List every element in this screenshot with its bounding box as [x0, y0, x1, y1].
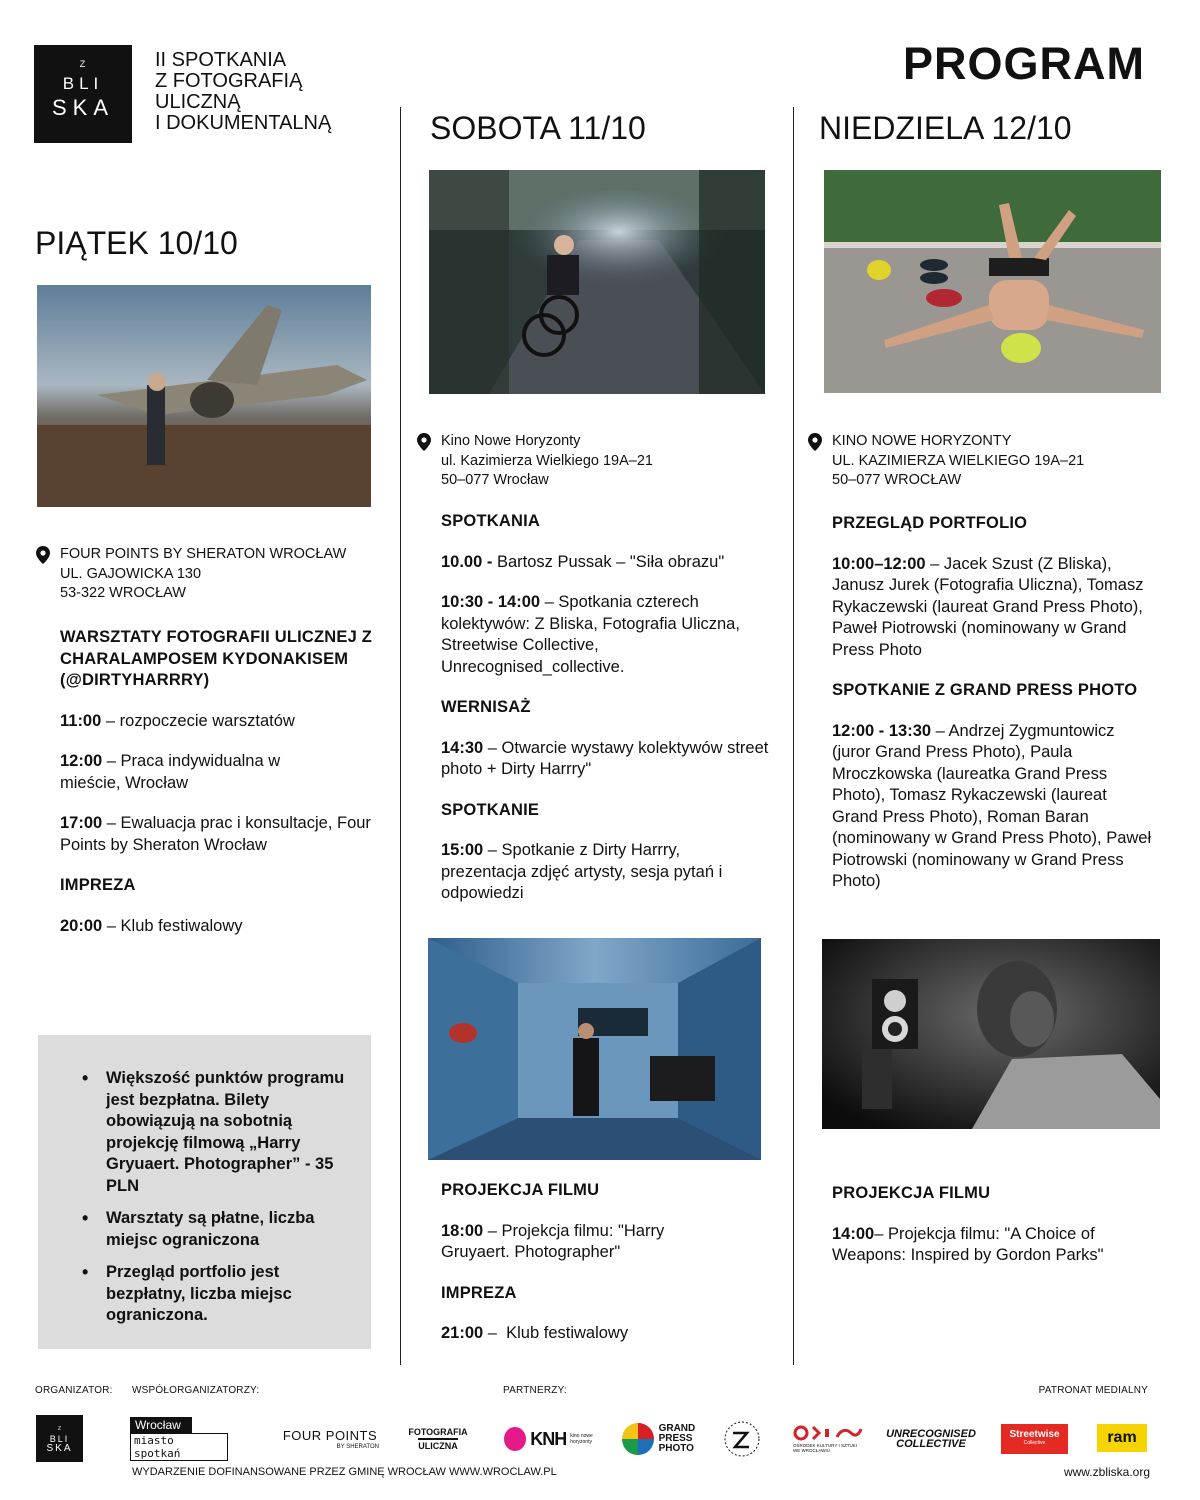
saturday-meetings-title: SPOTKANIA — [441, 512, 540, 530]
schedule-entry — [832, 721, 1157, 893]
logo-line-2: SKA — [46, 1442, 73, 1454]
schedule-entry — [832, 554, 1157, 662]
friday-party-title: IMPREZA — [60, 876, 136, 894]
knh-main: KNH — [530, 1428, 567, 1449]
knh-sub: kino nowe horyzonty — [570, 1433, 593, 1445]
saturday-photo-bike — [429, 170, 765, 394]
sunday-heading: NIEDZIELA 12/10 — [819, 110, 1072, 146]
location-pin-icon — [36, 546, 50, 564]
sunday-location-line: UL. KAZIMIERZA WIELKIEGO 19A–21 — [832, 452, 1085, 469]
funding-note: WYDARZENIE DOFINANSOWANE PRZEZ GMINĘ WROCŁAW WWW.WROCLAW.PL — [132, 1466, 557, 1478]
friday-heading: PIĄTEK 10/10 — [35, 225, 238, 261]
gpp-circle-icon — [622, 1423, 654, 1455]
knh-logo — [504, 1418, 600, 1460]
logo-small-letter: Z — [57, 1425, 62, 1432]
schedule-entry — [60, 916, 375, 938]
friday-workshop-title: WARSZTATY FOTOGRAFII ULICZNEJ Z CHARALAMPOSEM KYDONAKISEM (@DIRTYHARRRY) — [60, 628, 373, 689]
entry-time: 14:00 — [832, 1224, 875, 1243]
schedule-entry — [441, 840, 753, 905]
schedule-entry — [441, 592, 771, 678]
saturday-screening-title: PROJEKCJA FILMU — [441, 1181, 600, 1199]
saturday-heading: SOBOTA 11/10 — [430, 110, 646, 146]
wroclaw-logo-bottom: miasto spotkań — [130, 1433, 228, 1461]
info-note: • Przegląd portfolio jest bezpłatny, liczba miejsc ograniczona. — [106, 1262, 353, 1327]
column-divider — [793, 107, 794, 1365]
sunday-schedule-bottom — [832, 1183, 1157, 1286]
radio-ram-logo — [1097, 1424, 1147, 1452]
festival-title-line: II SPOTKANIA — [155, 49, 287, 71]
fourpoints-logo — [275, 1418, 385, 1460]
zbliska-logo — [34, 45, 132, 143]
friday-photo — [37, 285, 371, 507]
info-note: • Warsztaty są płatne, liczba miejsc ograniczona — [106, 1208, 353, 1251]
festival-title-line: ULICZNĄ — [155, 91, 241, 113]
zpaf-mark-icon — [723, 1419, 761, 1459]
logo-line-1: BLI — [49, 1433, 70, 1444]
saturday-party-title: IMPREZA — [441, 1283, 517, 1302]
info-notes-box — [38, 1035, 371, 1349]
okis-sub: OŚRODEK KULTURY I SZTUKI WE WROCŁAWIU — [793, 1443, 858, 1453]
unrec-bottom: COLLECTIVE — [896, 1438, 966, 1450]
organizer-logo — [36, 1415, 83, 1462]
festival-title-line: I DOKUMENTALNĄ — [155, 112, 332, 134]
saturday-schedule-top — [441, 511, 771, 924]
saturday-photo-room — [428, 938, 761, 1160]
schedule-entry — [441, 1323, 771, 1345]
saturday-schedule-bottom — [441, 1180, 771, 1364]
entry-time: 14:30 — [441, 738, 484, 757]
logo-line-2: SKA — [51, 95, 115, 120]
entry-time: 12:00 — [60, 752, 103, 770]
entry-text: – Klub festiwalowy — [102, 916, 243, 935]
entry-time: 12:00 - 13:30 — [832, 721, 932, 740]
coorganizers-label: WSPÓŁORGANIZATORZY: — [132, 1385, 260, 1396]
saturday-location-line: Kino Nowe Horyzonty — [441, 433, 581, 449]
entry-text: – Klub festiwalowy — [483, 1324, 629, 1342]
schedule-entry — [60, 711, 375, 733]
streetwise-sub: Collective — [1023, 1440, 1046, 1446]
entry-text: – Spotkania czterech kolektywów: Z Bliska, Fotografia Uliczna, Streetwise Collective, Unrecognised_collective. — [441, 593, 740, 676]
info-notes-list — [72, 1068, 353, 1327]
entry-text: – Ewaluacja prac i konsultacje, Four Points by Sheraton Wrocław — [60, 814, 371, 854]
entry-time: 10:00–12:00 — [832, 554, 926, 573]
program-title: PROGRAM — [903, 38, 1145, 89]
unrec-top: UNRECOGNISED — [886, 1428, 976, 1440]
entry-time: 20:00 — [60, 916, 103, 935]
sunday-gpp-title: SPOTKANIE Z GRAND PRESS PHOTO — [832, 681, 1138, 699]
saturday-location-line: 50–077 Wrocław — [441, 472, 549, 488]
ram-text: ram — [1107, 1429, 1137, 1446]
schedule-entry — [441, 1221, 711, 1264]
entry-text: – rozpoczecie warsztatów — [101, 711, 295, 730]
fu-top: FOTOGRAFIA — [408, 1426, 468, 1437]
entry-text: – Spotkanie z Dirty Harrry, prezentacja zdjęć artysty, sesja pytań i odpowiedzi — [441, 841, 723, 902]
location-pin-icon — [417, 433, 431, 451]
schedule-entry — [441, 738, 771, 781]
sunday-location-line: 50–077 WROCŁAW — [832, 472, 962, 488]
saturday-location-line: ul. Kazimierza Wielkiego 19A–21 — [441, 452, 653, 469]
saturday-vernissage-title: WERNISAŻ — [441, 698, 531, 716]
schedule-entry — [60, 813, 375, 856]
entry-time: 18:00 — [441, 1221, 484, 1240]
entry-text: – Otwarcie wystawy kolektywów street photo + Dirty Harrry" — [441, 738, 769, 778]
location-pin-icon — [808, 433, 822, 451]
zpaf-logo — [722, 1418, 762, 1460]
friday-location-line: FOUR POINTS BY SHERATON WROCŁAW — [60, 546, 347, 562]
entry-text: Bartosz Pussak – "Siła obrazu" — [492, 552, 725, 571]
partners-label: PARTNERZY: — [503, 1385, 567, 1396]
knh-dot-icon — [504, 1427, 526, 1451]
friday-location — [60, 545, 346, 604]
sunday-screening-title: PROJEKCJA FILMU — [832, 1184, 991, 1202]
sunday-location — [832, 432, 1084, 491]
entry-text: – Jacek Szust (Z Bliska), Janusz Jurek (Fotografia Uliczna), Tomasz Rykaczewski (laureat Grand Press Photo), Paweł Piotrowski (nominowany w Grand Press Photo — [832, 554, 1144, 659]
friday-schedule — [60, 627, 375, 956]
sunday-location-line: KINO NOWE HORYZONTY — [832, 433, 1012, 449]
media-patronage-label: PATRONAT MEDIALNY — [1038, 1385, 1148, 1396]
website-link[interactable]: www.zbliska.org — [1063, 1465, 1150, 1479]
festival-title — [155, 50, 331, 134]
friday-location-line: 53-322 WROCŁAW — [60, 585, 186, 601]
entry-time: 17:00 — [60, 814, 103, 832]
entry-time: 10.00 - — [441, 552, 493, 571]
unrecognised-collective-logo — [880, 1418, 982, 1460]
streetwise-logo — [1001, 1424, 1068, 1454]
grand-press-photo-logo — [622, 1418, 700, 1460]
fotografia-uliczna-logo — [404, 1418, 472, 1460]
logo-small-letter: Z — [79, 59, 87, 69]
saturday-location — [441, 432, 653, 491]
saturday-meeting-title: SPOTKANIE — [441, 800, 540, 819]
sunday-photo-beach — [824, 170, 1161, 393]
logo-line-1: BLI — [62, 74, 104, 93]
entry-text: – Projekcja filmu: "A Choice of Weapons: Inspired by Gordon Parks" — [832, 1224, 1104, 1264]
wroclaw-logo — [130, 1418, 228, 1460]
fu-bottom: ULICZNA — [418, 1438, 458, 1452]
schedule-entry — [60, 751, 310, 794]
gpp-text: GRAND PRESS PHOTO — [658, 1423, 696, 1454]
entry-text: – Andrzej Zygmuntowicz (juror Grand Press Photo), Paula Mroczkowska (laureatka Grand Press Photo), Tomasz Rykaczewski (laureat Grand Press Photo), Roman Baran (nominowany w Grand Press Photo), Paweł Piotrowski (nominowany w Grand Press Photo) — [832, 721, 1152, 890]
entry-time: 21:00 — [441, 1324, 484, 1342]
festival-title-line: Z FOTOGRAFIĄ — [155, 70, 303, 92]
entry-time: 10:30 - 14:00 — [441, 593, 541, 611]
wroclaw-logo-top: Wrocław — [130, 1417, 192, 1433]
friday-location-line: UL. GAJOWICKA 130 — [60, 565, 202, 582]
entry-text: – Praca indywidualna w mieście, Wrocław — [60, 752, 281, 792]
column-divider — [400, 107, 401, 1365]
streetwise-main: Streetwise — [1009, 1429, 1060, 1440]
schedule-entry — [832, 1224, 1132, 1267]
okis-mark-icon — [793, 1425, 863, 1441]
fourpoints-sub: BY SHERATON — [336, 1444, 379, 1450]
entry-time: 11:00 — [60, 711, 102, 730]
organizer-label: ORGANIZATOR: — [35, 1385, 113, 1396]
okis-logo — [792, 1418, 864, 1460]
entry-text: – Projekcja filmu: "Harry Gruyaert. Photographer" — [441, 1221, 665, 1261]
fourpoints-main: FOUR POINTS — [282, 1428, 378, 1443]
sunday-photo-portrait — [822, 939, 1160, 1129]
sunday-schedule-top — [832, 513, 1157, 912]
entry-time: 15:00 — [441, 841, 484, 859]
sunday-portfolio-title: PRZEGLĄD PORTFOLIO — [832, 514, 1028, 532]
info-note: • Większość punktów programu jest bezpłatna. Bilety obowiązują na sobotnią projekcję filmową „Harry Gryuaert. Photographer” - 35 PLN — [106, 1068, 353, 1197]
schedule-entry — [441, 552, 771, 574]
